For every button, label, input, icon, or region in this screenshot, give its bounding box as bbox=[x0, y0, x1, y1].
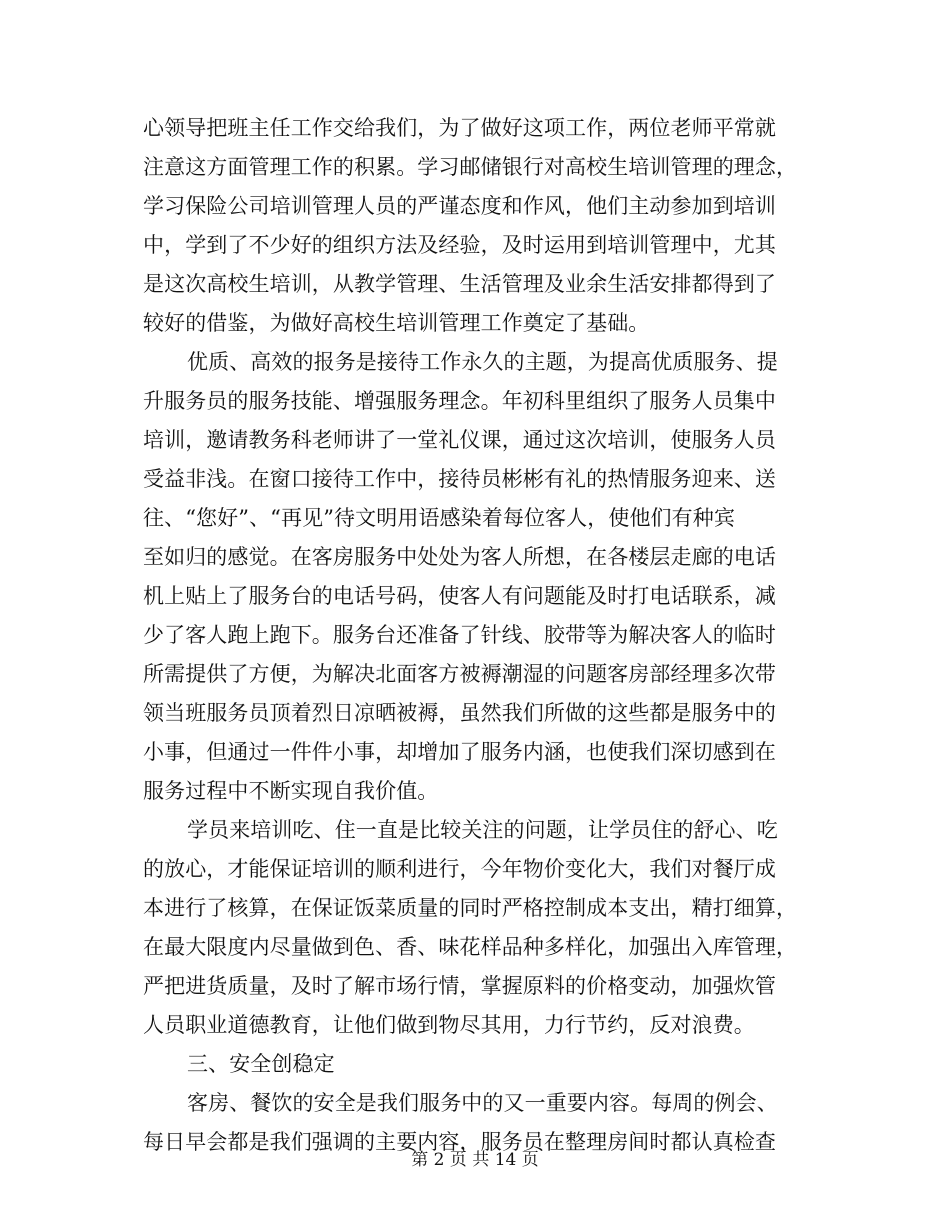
text-line: 机上贴上了服务台的电话号码，使客人有问题能及时打电话联系，减 bbox=[143, 584, 776, 608]
text-line: 每日早会都是我们强调的主要内容，服务员在整理房间时都认真检查 bbox=[143, 1130, 776, 1154]
text-line: 受益非浅。在窗口接待工作中，接待员彬彬有礼的热情服务迎来、送 bbox=[143, 467, 776, 491]
text-line: 注意这方面管理工作的积累。学习邮储银行对高校生培训管理的理念， bbox=[143, 155, 798, 179]
text-line: 心领导把班主任工作交给我们，为了做好这项工作，两位老师平常就 bbox=[143, 116, 776, 140]
text-line: 在最大限度内尽量做到色、香、味花样品种多样化，加强出入库管理， bbox=[143, 935, 798, 959]
text-line: 培训，邀请教务科老师讲了一堂礼仪课，通过这次培训，使服务人员 bbox=[143, 428, 776, 452]
text-line: 严把进货质量，及时了解市场行情，掌握原料的价格变动，加强炊管 bbox=[143, 974, 776, 998]
text-line: 客房、餐饮的安全是我们服务中的又一重要内容。每周的例会、 bbox=[187, 1091, 778, 1115]
text-line: 所需提供了方便，为解决北面客方被褥潮湿的问题客房部经理多次带 bbox=[143, 662, 776, 686]
text-line: 小事，但通过一件件小事，却增加了服务内涵，也使我们深切感到在 bbox=[143, 740, 776, 764]
text-line: 少了客人跑上跑下。服务台还准备了针线、胶带等为解决客人的临时 bbox=[143, 623, 776, 647]
text-line: 领当班服务员顶着烈日凉晒被褥，虽然我们所做的这些都是服务中的 bbox=[143, 701, 776, 725]
text-line: 服务过程中不断实现自我价值。 bbox=[143, 779, 439, 803]
text-line: 至如归的感觉。在客房服务中处处为客人所想，在各楼层走廊的电话 bbox=[143, 545, 776, 569]
text-line: 往、“您好”、“再见”待文明用语感染着每位客人，使他们有种宾 bbox=[143, 506, 735, 530]
text-line: 优质、高效的报务是接待工作永久的主题，为提高优质服务、提 bbox=[187, 350, 778, 374]
page-footer: 第 2 页 共 14 页 bbox=[411, 1150, 539, 1170]
text-line: 是这次高校生培训，从教学管理、生活管理及业余生活安排都得到了 bbox=[143, 272, 776, 296]
section-heading: 三、安全创稳定 bbox=[187, 1052, 335, 1076]
text-line: 本进行了核算，在保证饭菜质量的同时严格控制成本支出，精打细算， bbox=[143, 896, 798, 920]
text-line: 的放心，才能保证培训的顺利进行，今年物价变化大，我们对餐厅成 bbox=[143, 857, 776, 881]
text-line: 升服务员的服务技能、增强服务理念。年初科里组织了服务人员集中 bbox=[143, 389, 776, 413]
text-line: 学员来培训吃、住一直是比较关注的问题，让学员住的舒心、吃 bbox=[187, 818, 778, 842]
text-line: 较好的借鉴，为做好高校生培训管理工作奠定了基础。 bbox=[143, 311, 650, 335]
text-line: 人员职业道德教育，让他们做到物尽其用，力行节约，反对浪费。 bbox=[143, 1013, 755, 1037]
text-line: 中，学到了不少好的组织方法及经验，及时运用到培训管理中，尤其 bbox=[143, 233, 776, 257]
text-line: 学习保险公司培训管理人员的严谨态度和作风，他们主动参加到培训 bbox=[143, 194, 776, 218]
